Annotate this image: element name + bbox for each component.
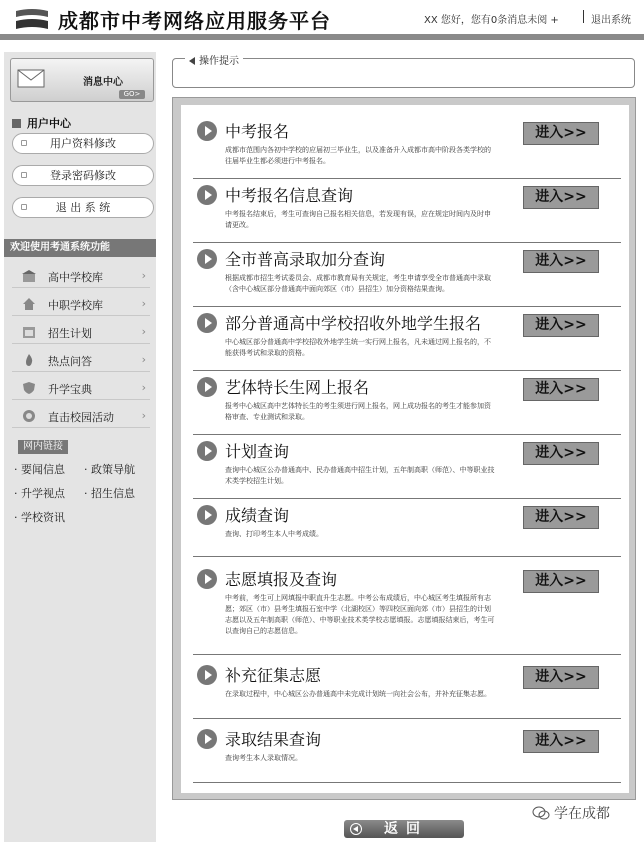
net-link-enrollment[interactable]: · 招生信息 [84, 487, 135, 500]
sidebar-item-high-school-db[interactable] [12, 264, 150, 288]
service-item-score-query[interactable] [193, 501, 621, 557]
play-icon [197, 121, 217, 141]
sidebar-item-label: 高中学校库 [48, 271, 103, 284]
net-link-school-news[interactable]: · 学校资讯 [14, 511, 65, 524]
service-item-supplementary[interactable] [193, 661, 621, 719]
header [0, 0, 644, 40]
user-message[interactable]: XX 您好，您有0条消息未阅 + [424, 15, 559, 26]
exit-system-button[interactable] [12, 197, 154, 218]
exit-system-label: 退 出 系 统 [55, 201, 111, 214]
sidebar-item-label: 招生计划 [48, 327, 92, 340]
welcome-banner: 欢迎使用考通系统功能 [4, 239, 156, 257]
service-title: 部分普通高中学校招收外地学生报名 [225, 314, 482, 333]
services-panel [181, 105, 629, 793]
service-desc: 成都市范围内各初中学校的应届初三毕业生，以及准备升入成都市高中阶段各类学校的往届毕业生都必须进行中考报名。 [225, 146, 491, 165]
service-desc: 查询中心城区公办普通高中、民办普通高中招生计划，五年制高职（师范）、中等职业技术类学校招生计划。 [225, 466, 495, 485]
service-desc: 报考中心城区高中艺体特长生的考生须进行网上报名，网上成功报名的考生才能参加资格审查、专业测试和录取。 [225, 402, 491, 421]
user-center-title [12, 115, 71, 131]
message-center-label: 消息中心 [83, 77, 123, 88]
sidebar-item-hot-qa[interactable] [12, 348, 150, 372]
edit-profile-label: 用户资料修改 [50, 137, 116, 150]
wechat-icon [532, 806, 550, 820]
envelope-icon [17, 67, 45, 89]
tips-title [185, 52, 243, 67]
service-item-admission-result[interactable] [193, 725, 621, 783]
back-button-label: 返回 [384, 821, 428, 837]
logo-icon [14, 7, 50, 33]
header-divider [583, 10, 584, 23]
service-title: 志愿填报及查询 [225, 570, 338, 589]
play-icon [197, 569, 217, 589]
service-item-registration[interactable] [193, 117, 621, 179]
message-center-button[interactable] [10, 58, 154, 102]
bullet-icon [21, 140, 27, 146]
service-desc: 中考报名结束后，考生可查询自己报名相关信息，若发现有误，应在规定时间内及时申请更改。 [225, 210, 491, 229]
service-title: 补充征集志愿 [225, 666, 322, 685]
change-password-label: 登录密码修改 [50, 169, 116, 182]
net-link-news[interactable]: · 要闻信息 [14, 463, 65, 476]
play-icon [197, 313, 217, 333]
chevron-right-icon: › [141, 353, 146, 366]
sidebar-item-guide[interactable] [12, 376, 150, 400]
service-desc: 中心城区部分普通高中学校招收外地学生统一实行网上报名，凡未通过网上报名的，不能获得考试和录取的资格。 [225, 338, 491, 357]
net-link-viewpoint[interactable]: · 升学视点 [14, 487, 65, 500]
play-icon [197, 441, 217, 461]
chevron-right-icon: › [141, 269, 146, 282]
play-icon [197, 249, 217, 269]
service-desc: 根据成都市招生考试委员会、成都市教育局有关规定，考生申请享受全市普通高中录取（含中心城区部分普通高中面向郊区（市）县招生）加分资格结果查询。 [225, 274, 491, 293]
net-link-policy[interactable]: · 政策导航 [84, 463, 135, 476]
service-title: 中考报名信息查询 [225, 186, 354, 205]
target-icon [22, 409, 36, 423]
watermark [532, 803, 610, 823]
chevron-right-icon: › [141, 381, 146, 394]
service-item-volunteer[interactable] [193, 565, 621, 655]
service-title: 艺体特长生网上报名 [225, 378, 370, 397]
enter-button[interactable]: 进入>> [523, 570, 599, 593]
user-center-title-text: 用户中心 [27, 117, 71, 130]
enter-button[interactable]: 进入>> [523, 314, 599, 337]
speaker-icon [189, 57, 195, 65]
service-item-nonlocal-registration[interactable] [193, 309, 621, 371]
service-title: 全市普高录取加分查询 [225, 250, 386, 269]
service-desc: 查询、打印考生本人中考成绩。 [225, 530, 323, 538]
edit-profile-button[interactable] [12, 133, 154, 154]
enter-button[interactable]: 进入>> [523, 442, 599, 465]
square-icon [12, 119, 21, 128]
chevron-right-icon: › [141, 297, 146, 310]
play-icon [197, 505, 217, 525]
service-title: 录取结果查询 [225, 730, 322, 749]
house-icon [22, 297, 36, 311]
service-item-registration-query[interactable] [193, 181, 621, 243]
sidebar-item-campus-activity[interactable] [12, 404, 150, 428]
flame-icon [22, 353, 36, 367]
enter-button[interactable]: 进入>> [523, 506, 599, 529]
service-desc: 在录取过程中，中心城区公办普通高中未完成计划统一向社会公布，并补充征集志愿。 [225, 690, 491, 698]
play-icon [197, 729, 217, 749]
sidebar [4, 52, 156, 842]
net-links-title: 网内链接 [18, 440, 68, 454]
back-button[interactable] [344, 820, 464, 838]
sidebar-item-vocational-db[interactable] [12, 292, 150, 316]
services-frame [172, 97, 636, 800]
sidebar-item-label: 升学宝典 [48, 383, 92, 396]
play-icon [197, 377, 217, 397]
chevron-right-icon: › [141, 409, 146, 422]
play-icon [197, 185, 217, 205]
service-item-bonus-query[interactable] [193, 245, 621, 307]
sidebar-item-label: 直击校园活动 [48, 411, 114, 424]
site-title: 成都市中考网络应用服务平台 [58, 9, 331, 33]
service-title: 成绩查询 [225, 506, 290, 525]
watermark-text: 学在成都 [554, 806, 610, 822]
sidebar-item-label: 中职学校库 [48, 299, 103, 312]
enter-button[interactable]: 进入>> [523, 122, 599, 145]
logout-link[interactable]: 退出系统 [591, 15, 631, 26]
calendar-icon [22, 325, 36, 339]
bullet-icon [21, 204, 27, 210]
play-icon [197, 665, 217, 685]
service-item-plan-query[interactable] [193, 437, 621, 499]
enter-button[interactable]: 进入>> [523, 250, 599, 273]
enter-button[interactable]: 进入>> [523, 730, 599, 753]
bullet-icon [21, 172, 27, 178]
chevron-right-icon: › [141, 325, 146, 338]
sidebar-item-label: 热点问答 [48, 355, 92, 368]
service-desc: 查询考生本人录取情况。 [225, 754, 302, 762]
service-title: 计划查询 [225, 442, 290, 461]
go-badge: GO> [119, 90, 145, 99]
school-icon [22, 269, 36, 283]
tips-box [172, 58, 635, 88]
service-desc: 中考前，考生可上网填报中职直升生志愿。中考公布成绩后，中心城区考生填报所有志愿；郊区（市）县考生填报石室中学（北湖校区）等四校区面向郊（市）县招生的计划志愿以及五年制高职（师范）、中等职业技术类学校志愿填报。志愿填报结束后，考生可以查询自己的志愿信息。 [225, 594, 495, 635]
sidebar-item-enrollment-plan[interactable] [12, 320, 150, 344]
change-password-button[interactable] [12, 165, 154, 186]
shield-icon [22, 381, 36, 395]
enter-button[interactable]: 进入>> [523, 378, 599, 401]
enter-button[interactable]: 进入>> [523, 186, 599, 209]
service-title: 中考报名 [225, 122, 290, 141]
back-arrow-icon [350, 823, 362, 835]
enter-button[interactable]: 进入>> [523, 666, 599, 689]
service-item-arts-sports-registration[interactable] [193, 373, 621, 435]
tips-title-text: 操作提示 [199, 56, 239, 67]
